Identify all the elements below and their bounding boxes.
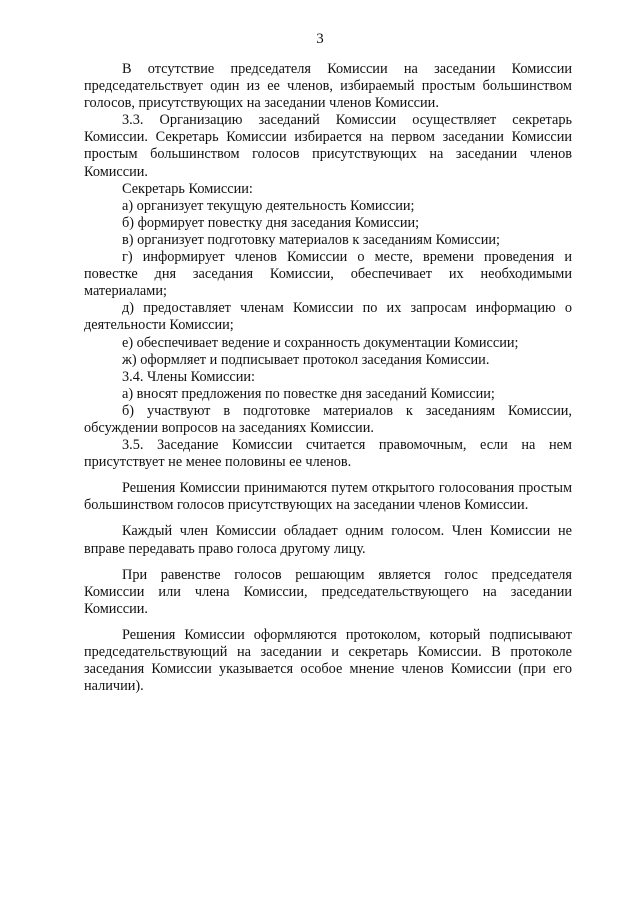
list-item-secretary-b: б) формирует повестку дня заседания Комиссии; [122, 214, 420, 231]
list-item-secretary-a: а) организует текущую деятельность Комиссии; [122, 197, 415, 214]
paragraph-3-3: 3.3. Организацию заседаний Комиссии осуществляет секретарь Комиссии. Секретарь Комиссии избирается на первом заседании Комиссии простым большинством голосов присутствующих на заседании членов Комиссии. [84, 112, 572, 180]
paragraph-voting: Каждый член Комиссии обладает одним голосом. Член Комиссии не вправе передавать право голоса другому лицу. [84, 523, 572, 557]
paragraph-3-5: 3.5. Заседание Комиссии считается правомочным, если на нем присутствует не менее половины ее членов. [84, 437, 572, 471]
list-item-members-a: а) вносят предложения по повестке дня заседаний Комиссии; [122, 385, 495, 402]
paragraph-tie-vote: При равенстве голосов решающим является голос председателя Комиссии или члена Комиссии, председательствующего на заседании Комиссии. [84, 566, 572, 617]
list-item-secretary-zh: ж) оформляет и подписывает протокол заседания Комиссии. [122, 351, 490, 368]
list-item-secretary-d: д) предоставляет членам Комиссии по их запросам информацию о деятельности Комиссии; [84, 300, 572, 334]
list-item-members-b: б) участвуют в подготовке материалов к заседаниям Комиссии, обсуждении вопросов на заседаниях Комиссии. [84, 402, 572, 436]
list-item-secretary-v: в) организует подготовку материалов к заседаниям Комиссии; [122, 231, 500, 248]
paragraph-protocol: Решения Комиссии оформляются протоколом, который подписывают председательствующий на заседании и секретарь Комиссии. В протоколе заседания Комиссии указывается особое мнение членов Комиссии (при его наличии). [84, 626, 572, 695]
paragraph-secretary-heading: Секретарь Комиссии: [122, 180, 253, 197]
list-item-secretary-g: г) информирует членов Комиссии о месте, времени проведения и повестке дня заседания Комиссии, обеспечивает их необходимыми материалами; [84, 249, 572, 300]
list-item-secretary-e: е) обеспечивает ведение и сохранность документации Комиссии; [122, 334, 519, 351]
paragraph-3-4: 3.4. Члены Комиссии: [122, 368, 255, 385]
paragraph-chair-absence: В отсутствие председателя Комиссии на заседании Комиссии председательствует один из ее членов, избираемый простым большинством голосов, присутствующих на заседании членов Комиссии. [84, 61, 572, 112]
page-number: 3 [316, 31, 324, 47]
document-body [84, 61, 572, 695]
paragraph-decisions: Решения Комиссии принимаются путем открытого голосования простым большинством голосов присутствующих на заседании членов Комиссии. [84, 480, 572, 514]
